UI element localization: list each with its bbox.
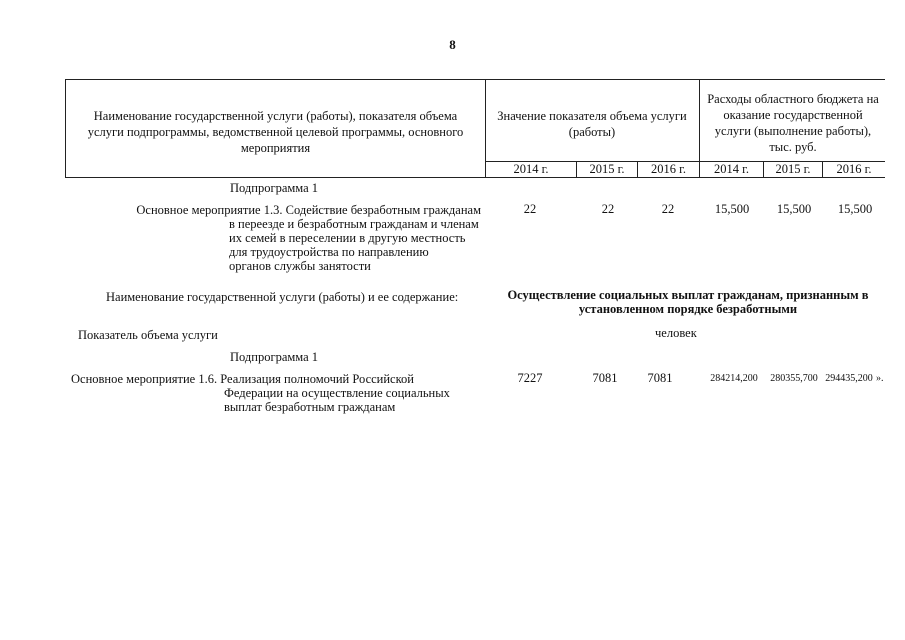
value-cell: 7081 <box>592 371 618 385</box>
value-cell: 22 <box>661 202 675 216</box>
activity-line: Основное мероприятие 1.6. Реализация полномочий Российской <box>71 372 414 386</box>
page-number: 8 <box>449 37 456 52</box>
table-top-border <box>65 79 885 80</box>
value-cell: 15,500 <box>837 202 873 216</box>
value-cell: 7081 <box>647 371 673 385</box>
subprogram-label: Подпрограмма 1 <box>230 350 319 364</box>
value-cell: 22 <box>523 202 537 216</box>
indicator-label: Показатель объема услуги <box>78 328 218 342</box>
activity-line: Основное мероприятие 1.3. Содействие безработным гражданам <box>136 203 481 217</box>
subprogram-label: Подпрограмма 1 <box>230 181 319 195</box>
activity-line: выплат безработным гражданам <box>224 400 396 414</box>
closing-quote-mark: ». <box>876 373 884 384</box>
year-cell: 2014 г. <box>714 162 749 176</box>
header-col-expenses: Расходы областного бюджета на оказание государственной услуги (выполнение работы), тыс. руб. <box>707 92 879 154</box>
year-cell: 2014 г. <box>513 162 549 176</box>
table-left-border <box>65 79 66 178</box>
activity-line: в переезде и безработным гражданам и членам <box>229 217 479 231</box>
header-col-name: Наименование государственной услуги (работы), показателя объема услуги подпрограммы, ведомственной целевой программы, основного мероприятия <box>87 109 464 155</box>
value-cell: 7227 <box>517 371 543 385</box>
value-cell: 15,500 <box>776 202 812 216</box>
header-col-volume: Значение показателя объема услуги (работы) <box>497 109 687 139</box>
value-cell: 284214,200 <box>710 373 758 384</box>
value-cell: 22 <box>601 202 615 216</box>
year-cell: 2016 г. <box>836 162 872 176</box>
value-cell: 294435,200 <box>825 373 873 384</box>
activity-line: для трудоустройства по направлению <box>229 245 429 259</box>
activity-line: Федерации на осуществление социальных <box>224 386 450 400</box>
year-cell: 2015 г. <box>589 162 625 176</box>
service-value: Осуществление социальных выплат гражданам, признанным в установленном порядке безработными <box>507 288 869 316</box>
activity-line: их семей в переселении в другую местность <box>229 231 466 245</box>
value-cell: 15,500 <box>714 202 750 216</box>
service-label: Наименование государственной услуги (работы) и ее содержание: <box>106 290 459 304</box>
table-bottom-border <box>65 177 885 178</box>
year-cell: 2015 г. <box>775 162 811 176</box>
year-cell: 2016 г. <box>651 162 686 176</box>
indicator-unit: человек <box>655 326 697 340</box>
value-cell: 280355,700 <box>770 373 818 384</box>
activity-line: органов службы занятости <box>229 259 371 273</box>
